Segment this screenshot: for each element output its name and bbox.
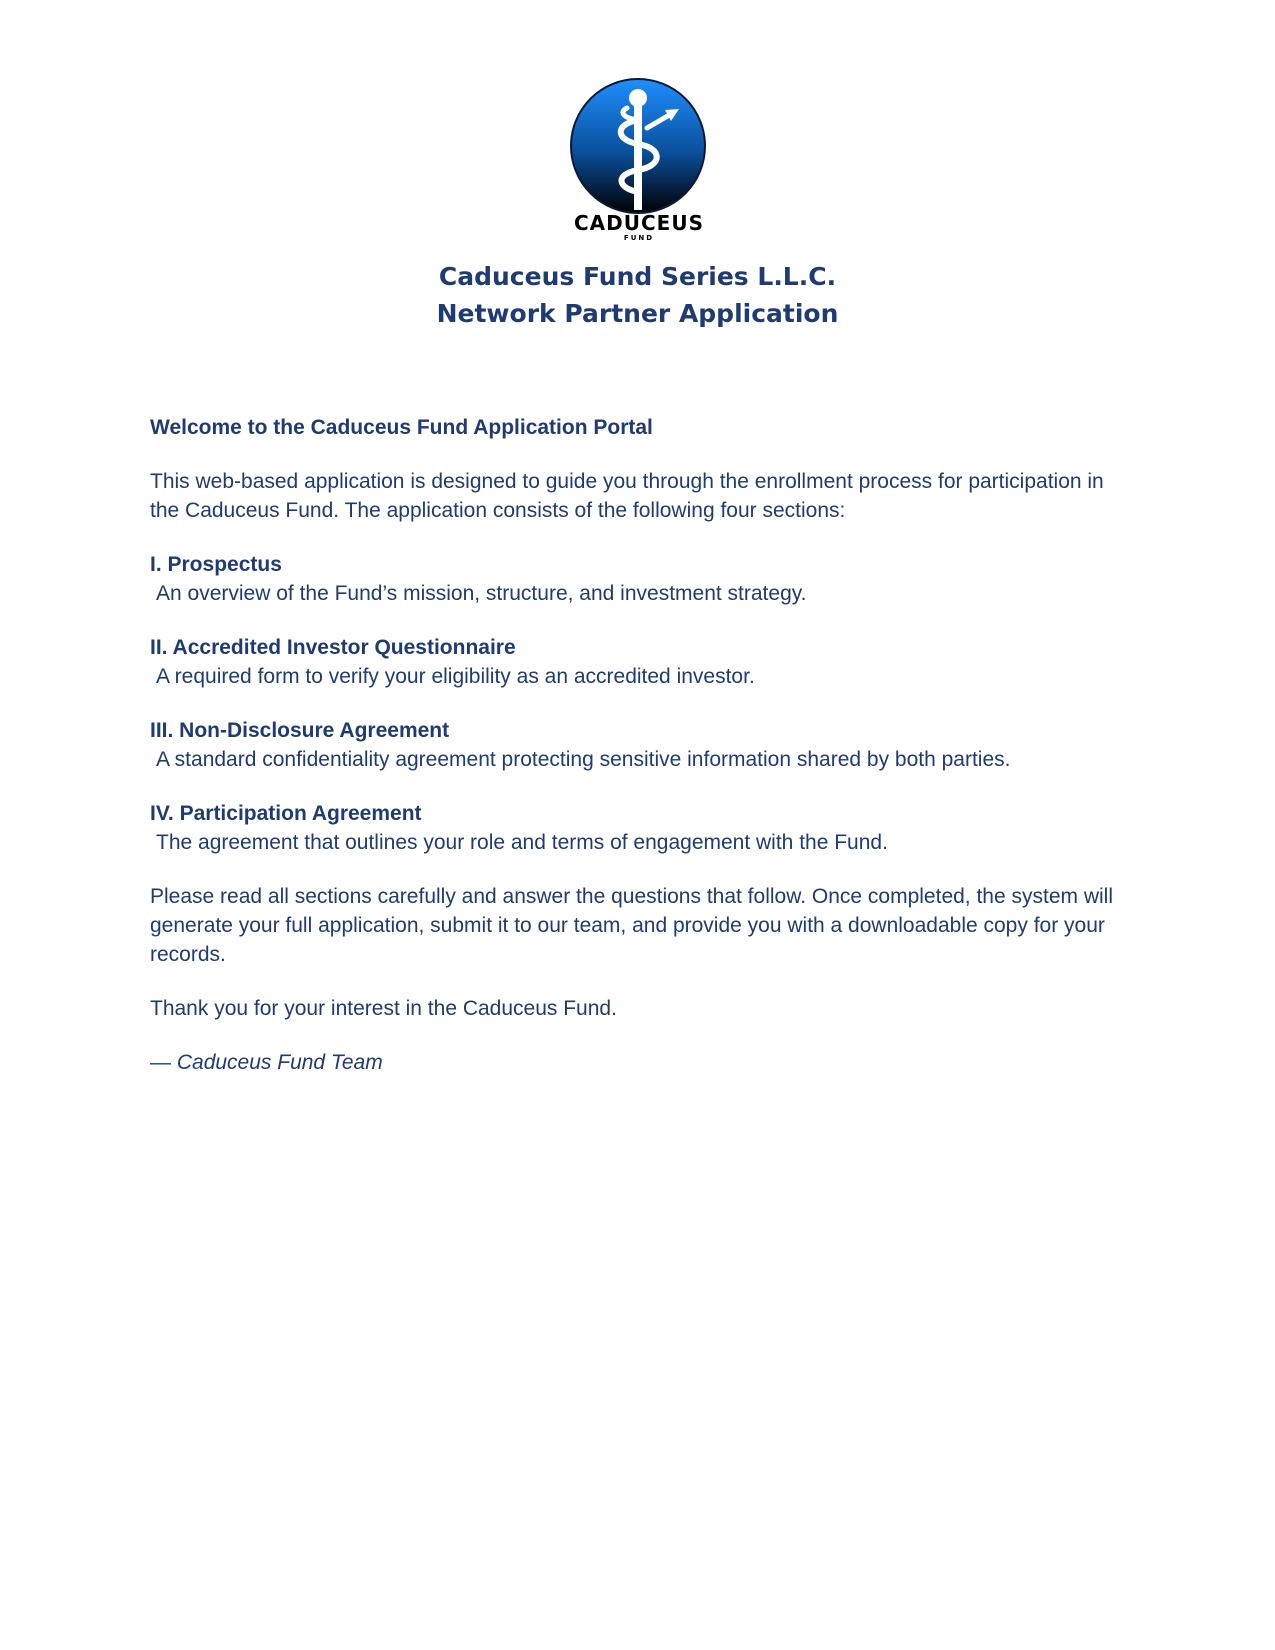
section-title: I. Prospectus: [150, 553, 282, 576]
section-description: A required form to verify your eligibility as an accredited investor.: [156, 665, 755, 688]
signature-dash: —: [150, 1051, 171, 1074]
document-body: [150, 413, 1130, 1102]
logo-wordmark: CADUCEUS: [574, 211, 704, 235]
section-title: IV. Participation Agreement: [150, 802, 422, 825]
signature-name: Caduceus Fund Team: [176, 1051, 383, 1074]
instructions-paragraph: Please read all sections carefully and answer the questions that follow. Once completed, the system will generate your full application, submit it to our team, and provide you with a downloadable copy for your records.: [150, 885, 1113, 966]
section-title: II. Accredited Investor Questionnaire: [150, 636, 516, 659]
document-title: [0, 258, 1275, 332]
section-description: The agreement that outlines your role and terms of engagement with the Fund.: [156, 831, 888, 854]
section-participation-agreement: [150, 799, 1130, 857]
section-non-disclosure-agreement: [150, 716, 1130, 774]
title-line-application: Network Partner Application: [436, 299, 839, 328]
section-title: III. Non-Disclosure Agreement: [150, 719, 450, 742]
section-description: An overview of the Fund’s mission, structure, and investment strategy.: [156, 582, 807, 605]
intro-paragraph: This web-based application is designed to guide you through the enrollment process for participation in the Caduceus Fund. The application consists of the following four sections:: [150, 470, 1104, 522]
caduceus-logo: [553, 78, 725, 250]
title-line-company: Caduceus Fund Series L.L.C.: [438, 262, 837, 291]
signature: [150, 1048, 1130, 1077]
logo-sub-wordmark: FUND: [623, 234, 655, 242]
section-accredited-investor-questionnaire: [150, 633, 1130, 691]
section-description: A standard confidentiality agreement protecting sensitive information shared by both parties.: [156, 748, 1011, 771]
caduceus-logo-icon: [553, 78, 725, 250]
section-prospectus: [150, 550, 1130, 608]
thanks-paragraph: Thank you for your interest in the Caduceus Fund.: [150, 997, 617, 1020]
welcome-heading: Welcome to the Caduceus Fund Application Portal: [150, 416, 653, 439]
